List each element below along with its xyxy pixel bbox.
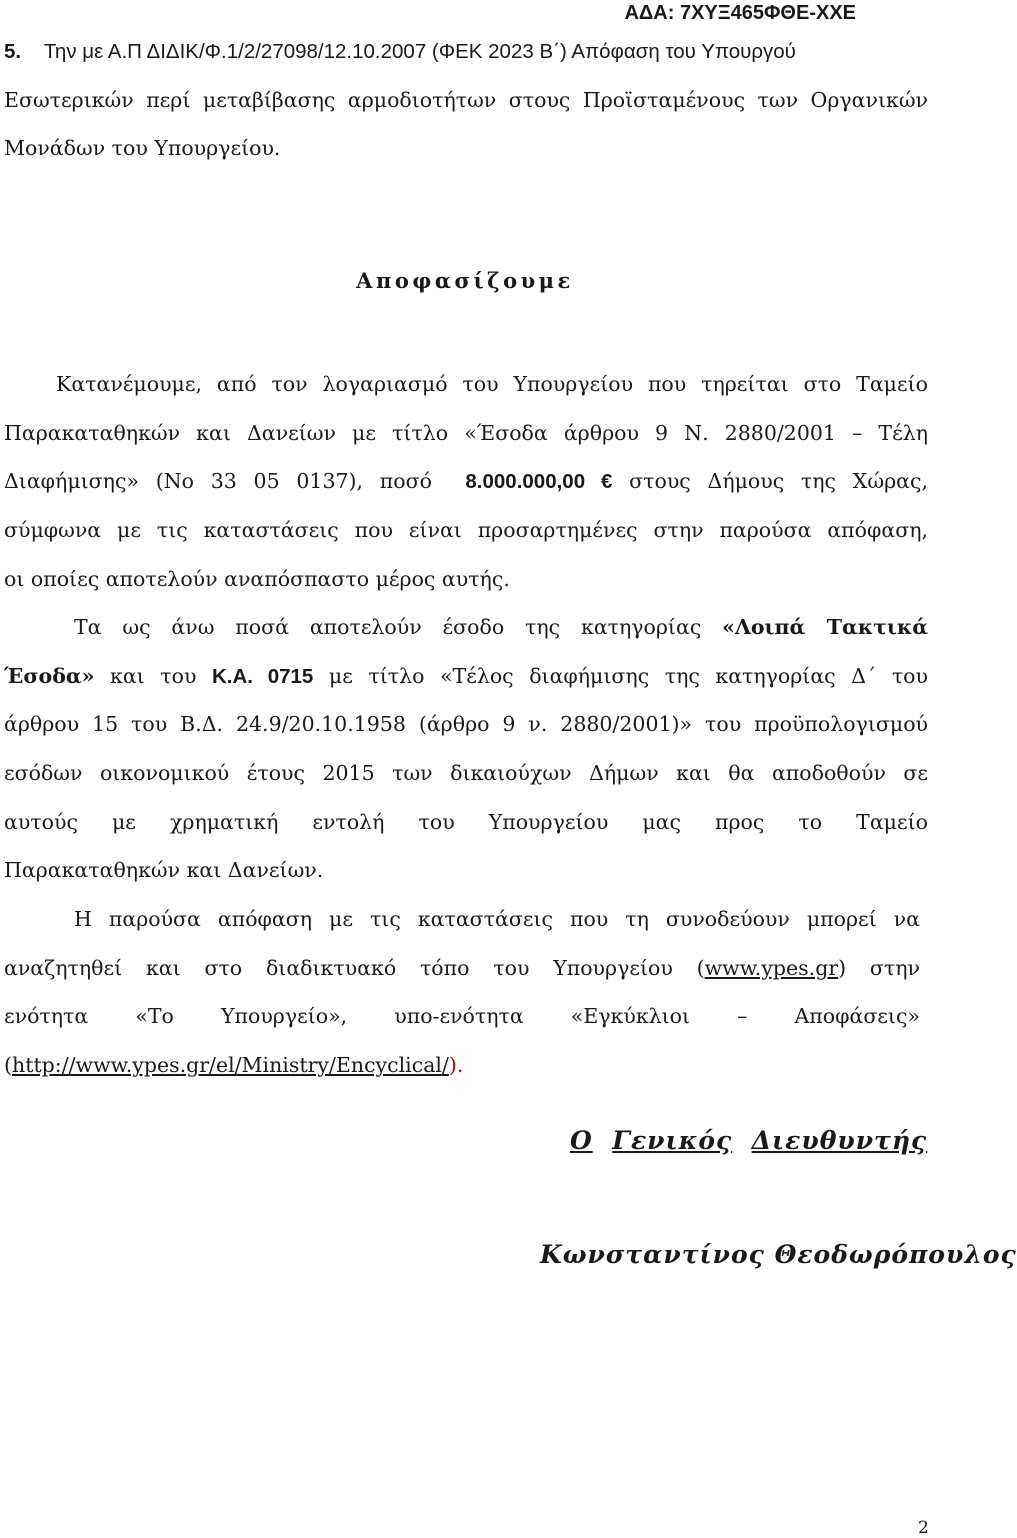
para1-line-3-a: Διαφήμισης» (Νο 33 05 0137), ποσό — [4, 469, 432, 493]
intro-text-1: Την με Α.Π ΔΙΔΙΚ/Φ.1/2/27098/12.10.2007 (ΦΕΚ 2023 Β΄) Απόφαση του Υπουργού — [43, 40, 796, 63]
paren-close: ). — [448, 1053, 464, 1077]
para2-line-4: εσόδων οικονομικού έτους 2015 των δικαιούχων Δήμων και θα αποδοθούν σε — [4, 761, 928, 785]
para2-line-3: άρθρου 15 του Β.Δ. 24.9/20.10.1958 (άρθρο 9 ν. 2880/2001)» του προϋπολογισμού — [4, 712, 928, 736]
para1-line-5: οι οποίες αποτελούν αναπόσπαστο μέρος αυτής. — [4, 567, 510, 591]
intro-line-1 — [4, 38, 928, 66]
para2-line-2-b: με τίτλο «Τέλος διαφήμισης της κατηγορίας Δ΄ του — [328, 664, 928, 688]
encyclical-link[interactable]: http://www.ypes.gr/el/Ministry/Encyclical/ — [12, 1053, 449, 1077]
para2-line-2 — [4, 662, 928, 691]
ka-code: Κ.Α. 0715 — [211, 665, 314, 688]
ada-code: ΑΔΑ: 7ΧΥΞ465ΦΘΕ-ΧΧΕ — [624, 2, 856, 24]
para2-line-1 — [74, 613, 928, 641]
amount: 8.000.000,00 € — [465, 470, 613, 493]
signature-title-w3: Διευθυντής — [751, 1126, 928, 1155]
para3-line-2-a: αναζητηθεί και στο διαδικτυακό τόπο του Υπουργείου ( — [4, 956, 705, 980]
page-number: 2 — [918, 1518, 929, 1538]
para3-line-4 — [4, 1051, 928, 1079]
para2-line-6: Παρακαταθηκών και Δανείων. — [4, 858, 324, 882]
para2-line-2-a: και του — [110, 664, 197, 688]
para3-line-1: Η παρούσα απόφαση με τις καταστάσεις που τη συνοδεύουν μπορεί να — [74, 907, 920, 931]
para2-category-bold-2: Έσοδα» — [4, 664, 95, 688]
para1-line-2: Παρακαταθηκών και Δανείων με τίτλο «Έσοδα άρθρου 9 Ν. 2880/2001 – Τέλη — [4, 421, 928, 445]
para1-line-3 — [4, 467, 928, 496]
para2-line-1-a: Τα ως άνω ποσά αποτελούν έσοδο της κατηγορίας — [74, 615, 702, 639]
decision-heading: Αποφασίζουμε — [356, 268, 574, 293]
signatory-name: Κωνσταντίνος Θεοδωρόπουλος — [540, 1240, 1017, 1269]
signature-title-w2: Γενικός — [612, 1126, 733, 1155]
para1-line-3-b: στους Δήμους της Χώρας, — [629, 469, 928, 493]
intro-line-2: Εσωτερικών περί μεταβίβασης αρμοδιοτήτων στους Προϊσταμένους των Οργανικών — [4, 88, 928, 112]
signature-title — [570, 1126, 927, 1155]
para1-line-4: σύμφωνα με τις καταστάσεις που είναι προσαρτημένες στην παρούσα απόφαση, — [4, 518, 928, 542]
para3-line-2-b: ) στην — [838, 956, 921, 980]
item-number: 5. — [4, 40, 22, 63]
para3-line-2 — [4, 954, 920, 982]
para2-line-5: αυτούς με χρηματική εντολή του Υπουργείου μας προς το Ταμείο — [4, 810, 928, 834]
para2-category-bold: «Λοιπά Τακτικά — [722, 615, 928, 639]
signature-title-w1: Ο — [570, 1126, 593, 1155]
ypes-link[interactable]: www.ypes.gr — [704, 956, 839, 980]
intro-line-3: Μονάδων του Υπουργείου. — [4, 136, 281, 160]
para1-line-1: Κατανέμουμε, από τον λογαριασμό του Υπουργείου που τηρείται στο Ταμείο — [56, 372, 928, 396]
paren-open: ( — [4, 1053, 12, 1077]
para3-line-3: ενότητα «Το Υπουργείο», υπο-ενότητα «Εγκύκλιοι – Αποφάσεις» — [4, 1004, 920, 1028]
